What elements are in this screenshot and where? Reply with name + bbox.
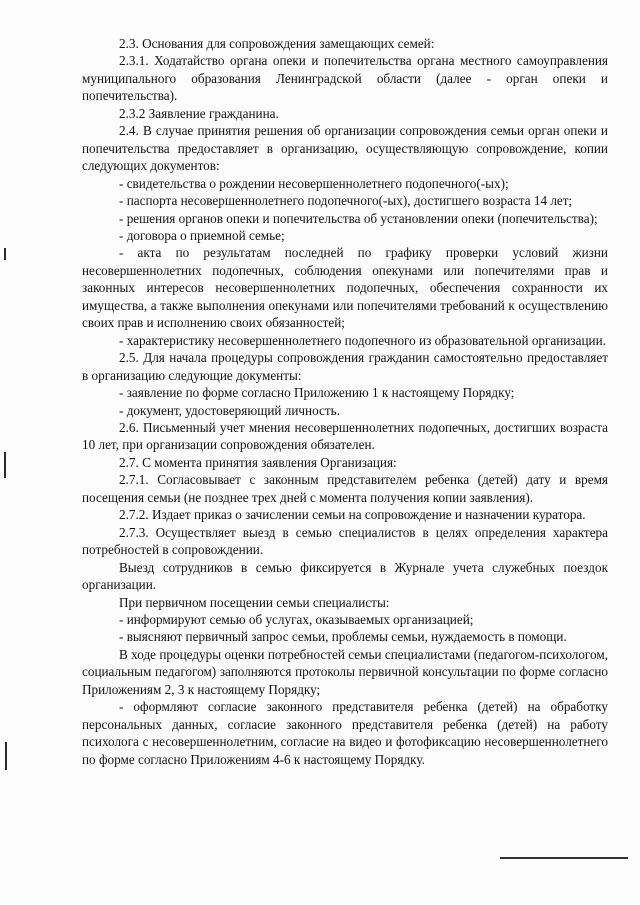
paragraph: 2.6. Письменный учет мнения несовершеннолетних подопечных, достигших возраста 10 лет, при организации сопровождения обязателен.: [82, 419, 608, 453]
paragraph: - акта по результатам последней по графику проверки условий жизни несовершеннолетних подопечных, соблюдения опекунами или попечителями прав и законных интересов несовершеннолетних подопечных, обеспечения сохранности их имущества, а также выполнения опекунами или попечителями требований к осуществлению своих прав и исполнению своих обязанностей;: [82, 245, 608, 331]
paragraph: 2.7.1. Согласовывает с законным представителем ребенка (детей) дату и время посещения семьи (не позднее трех дней с момента получения копии заявления).: [82, 472, 608, 505]
paragraph: Выезд сотрудников в семью фиксируется в Журнале учета служебных поездок организации.: [82, 559, 608, 593]
paragraph: В ходе процедуры оценки потребностей семьи специалистами (педагогом-психологом, социальным педагогом) заполняются протоколы первичной консультации по форме согласно Приложениям 2, 3 к настоящему Порядку;: [82, 646, 608, 697]
document-body: [82, 35, 608, 768]
paragraph: - решения органов опеки и попечительства об установлении опеки (попечительства);: [119, 210, 598, 226]
paragraph: - свидетельства о рождении несовершеннолетнего подопечного(-ых);: [119, 175, 509, 191]
paragraph: 2.5. Для начала процедуры сопровождения гражданин самостоятельно предоставляет в организацию следующие документы:: [82, 350, 608, 383]
scan-artifact: [4, 248, 6, 260]
paragraph: - паспорта несовершеннолетнего подопечного(-ых), достигшего возраста 14 лет;: [119, 193, 573, 209]
footer-rule: [500, 857, 628, 859]
paragraph: 2.7.2. Издает приказ о зачислении семьи на сопровождение и назначении куратора.: [119, 507, 586, 523]
paragraph: - договора о приемной семье;: [119, 227, 285, 243]
paragraph: 2.3. Основания для сопровождения замещающих семей:: [119, 36, 435, 51]
paragraph: 2.3.1. Ходатайство органа опеки и попечительства органа местного самоуправления муниципального образования Ленинградской области (далее - орган опеки и попечительства).: [82, 53, 608, 104]
scan-artifact: [5, 742, 7, 770]
paragraph: - заявление по форме согласно Приложению 1 к настоящему Порядку;: [119, 385, 515, 401]
paragraph: - характеристику несовершеннолетнего подопечного из образовательной организации.: [119, 332, 606, 348]
paragraph: 2.3.2 Заявление гражданина.: [119, 105, 279, 121]
paragraph: 2.7. С момента принятия заявления Организация:: [119, 454, 397, 470]
scan-artifact: [4, 452, 6, 478]
paragraph: - оформляют согласие законного представителя ребенка (детей) на обработку персональных данных, согласие законного представителя ребенка (детей) на работу психолога с несовершеннолетним, согласие на видео и фотофиксацию несовершеннолетнего по форме согласно Приложениям 4-6 к настоящему Порядку.: [82, 699, 608, 767]
paragraph: - выясняют первичный запрос семьи, проблемы семьи, нуждаемость в помощи.: [119, 629, 567, 645]
paragraph: - документ, удостоверяющий личность.: [119, 402, 340, 418]
paragraph: 2.7.3. Осуществляет выезд в семью специалистов в целях определения характера потребностей в сопровождении.: [82, 524, 608, 558]
paragraph: - информируют семью об услугах, оказываемых организацией;: [119, 611, 474, 627]
paragraph: 2.4. В случае принятия решения об организации сопровождения семьи орган опеки и попечительства предоставляет в организацию, осуществляющую сопровождение, копии следующих документов:: [82, 123, 608, 174]
paragraph: При первичном посещении семьи специалисты:: [119, 594, 390, 610]
